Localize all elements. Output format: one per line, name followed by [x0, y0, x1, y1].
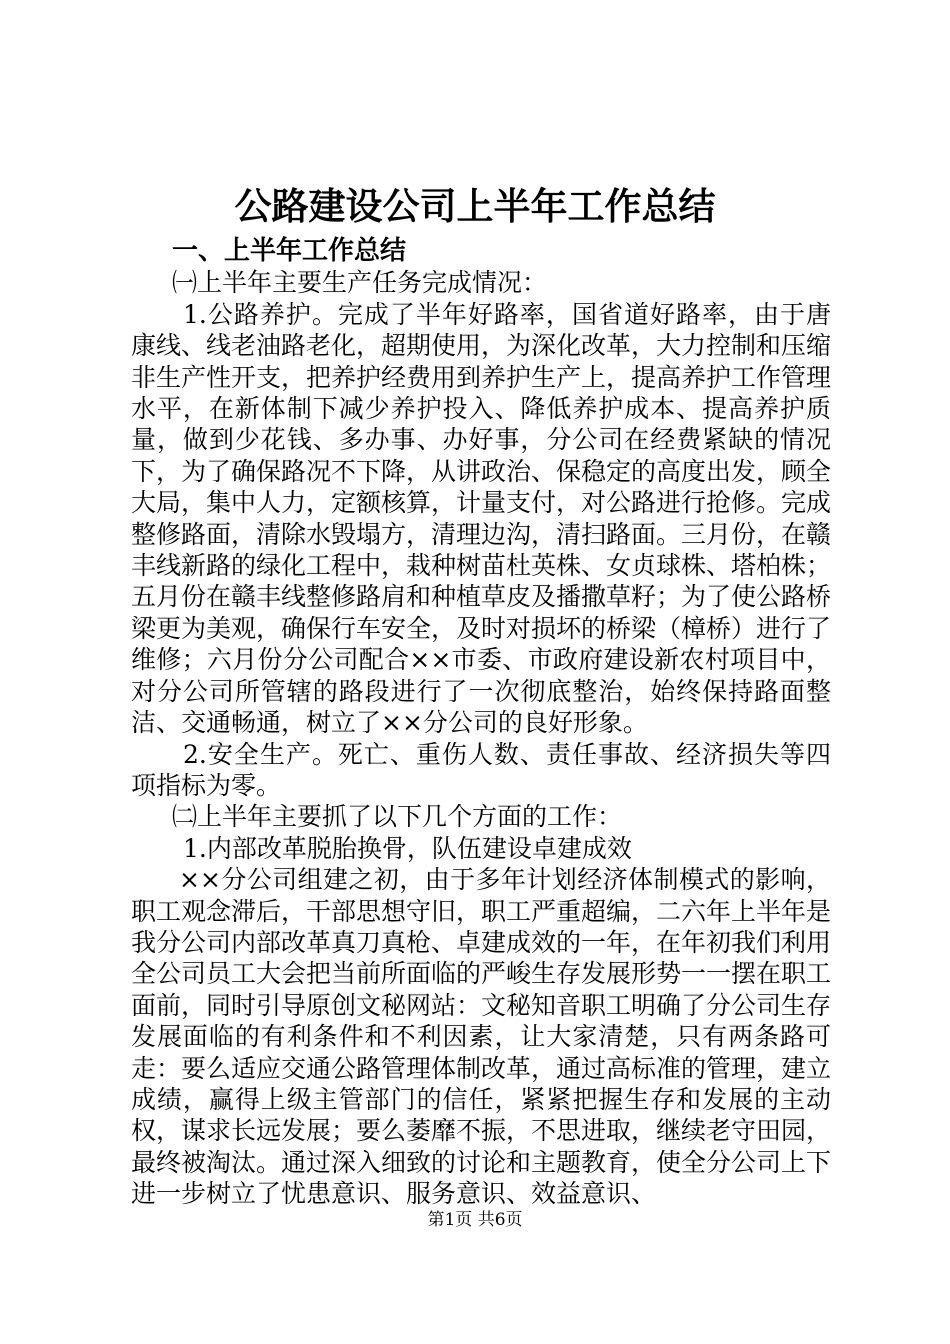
- subsection-heading: ㈠上半年主要生产任务完成情况：: [172, 268, 548, 298]
- document-title: 公路建设公司上半年工作总结: [234, 184, 716, 228]
- section-heading: 一、上半年工作总结: [172, 236, 407, 266]
- page-footer: 第1页 共6页: [427, 1210, 523, 1230]
- document-body: [131, 236, 831, 1210]
- paragraph: ××分公司组建之初，由于多年计划经济体制模式的影响，职工观念滞后，干部思想守旧，职工严重超编，二六年上半年是我分公司内部改革真刀真枪、卓建成效的一年，在年初我们利用全公司员工大会把当前所面临的严峻生存发展形势一一摆在职工面前，同时引导原创文秘网站：文秘知音职工明确了分公司生存发展面临的有利条件和不利因素，让大家清楚，只有两条路可走：要么适应交通公路管理体制改革，通过高标准的管理，建立成绩，赢得上级主管部门的信任，紧紧把握生存和发展的主动权，谋求长远发展；要么萎靡不振，不思进取，继续老守田园，最终被淘汰。通过深入细致的讨论和主题教育，使全分公司上下进一步树立了忧患意识、服务意识、效益意识、: [131, 865, 832, 1209]
- subsection-heading: ㈡上半年主要抓了以下几个方面的工作：: [172, 802, 623, 832]
- paragraph: 2.安全生产。死亡、重伤人数、责任事故、经济损失等四项指标为零。: [131, 739, 831, 800]
- item-heading: 1.内部改革脱胎换骨，队伍建设卓建成效: [183, 833, 632, 863]
- paragraph: 1.公路养护。完成了半年好路率，国省道好路率，由于唐康线、线老油路老化，超期使用，为深化改革，大力控制和压缩非生产性开支，把养护经费用到养护生产上，提高养护工作管理水平，在新体制下减少养护投入、降低养护成本、提高养护质量，做到少花钱、多办事、办好事，分公司在经费紧缺的情况下，为了确保路况不下降，从讲政治、保稳定的高度出发，顾全大局，集中人力，定额核算，计量支付，对公路进行抢修。完成整修路面，清除水毁塌方，清理边沟，清扫路面。三月份，在赣丰线新路的绿化工程中，栽种树苗杜英株、女贞球株、塔柏株；五月份在赣丰线整修路肩和种植草皮及播撒草籽；为了使公路桥梁更为美观，确保行车安全，及时对损坏的桥梁（樟桥）进行了维修；六月份分公司配合××市委、市政府建设新农村项目中，对分公司所管辖的路段进行了一次彻底整治，始终保持路面整洁、交通畅通，树立了××分公司的良好形象。: [131, 299, 832, 738]
